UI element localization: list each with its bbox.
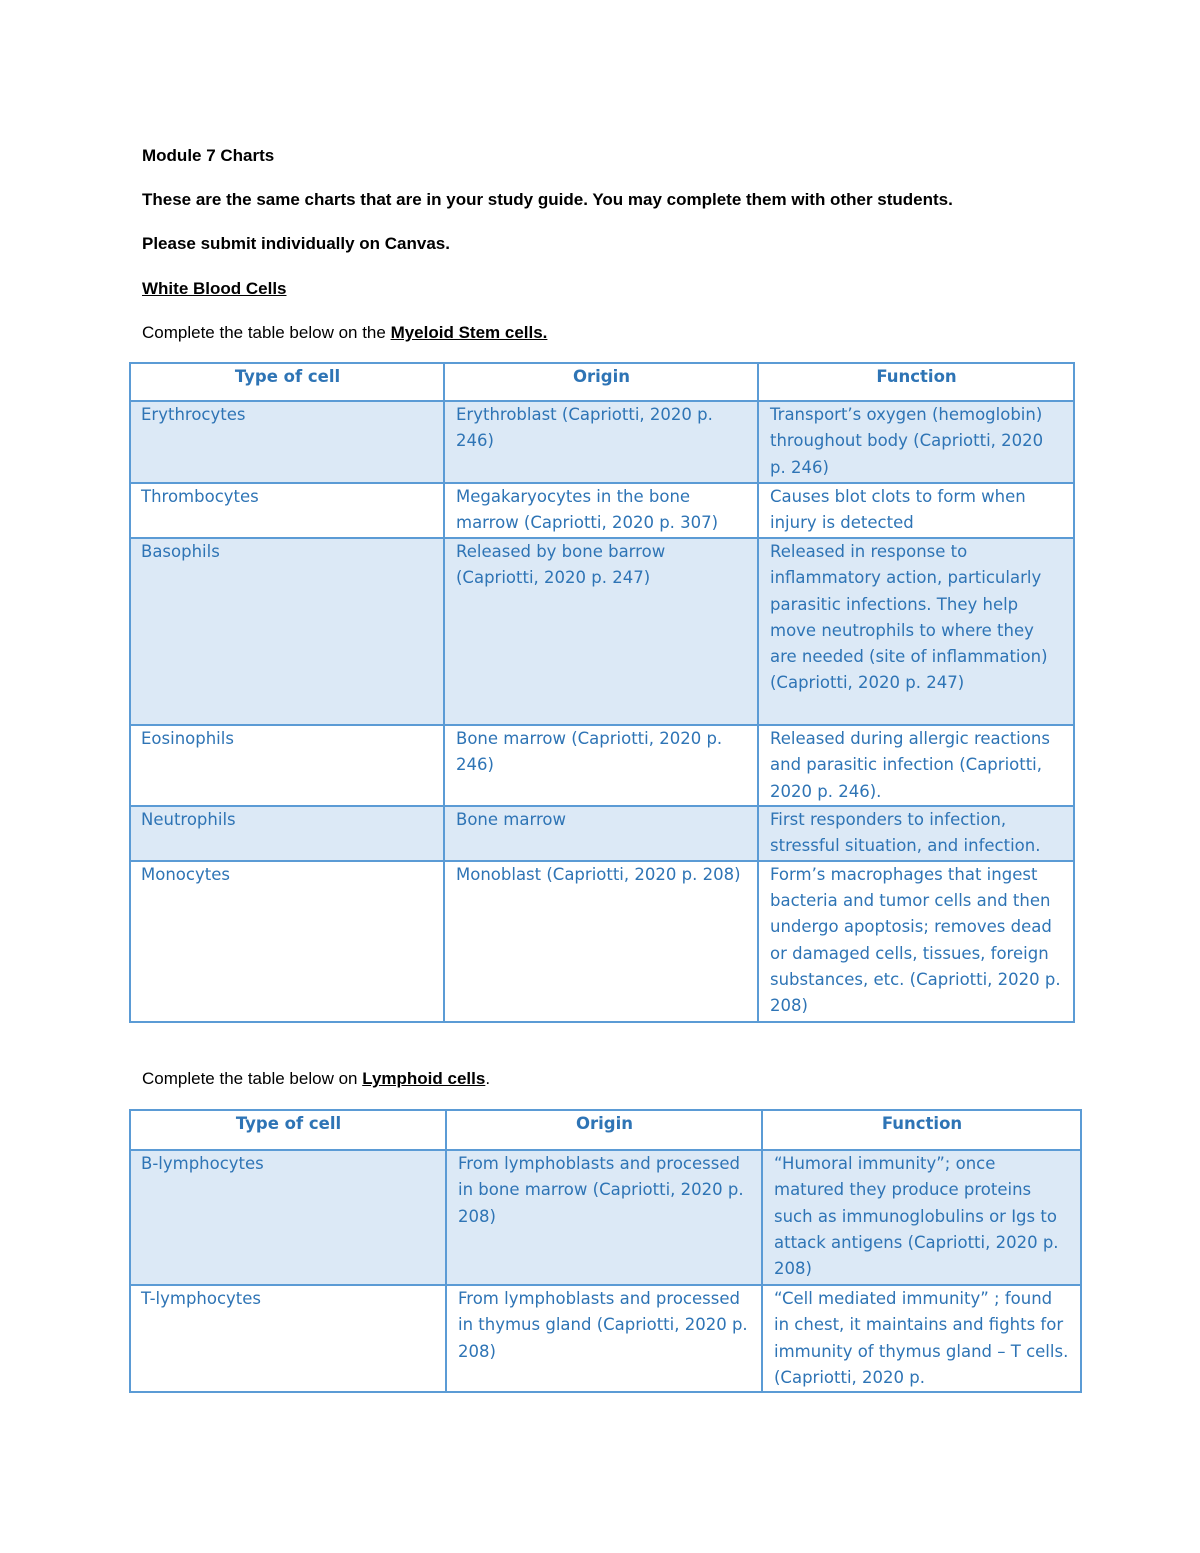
- cell-function: Causes blot clots to form when injury is detected: [758, 483, 1074, 538]
- cell-origin: Bone marrow: [444, 806, 758, 861]
- lymphoid-instruction-emphasis: Lymphoid cells: [362, 1069, 486, 1088]
- cell-function: Released during allergic reactions and parasitic infection (Capriotti, 2020 p. 246).: [758, 725, 1074, 806]
- table-row: [130, 538, 1074, 725]
- cell-type: Thrombocytes: [130, 483, 444, 538]
- lymphoid-instruction: [142, 1068, 490, 1090]
- column-header-origin: Origin: [446, 1110, 762, 1150]
- column-header-origin: Origin: [444, 363, 758, 401]
- table-header-row: [130, 363, 1074, 401]
- cell-type: Monocytes: [130, 861, 444, 1022]
- cell-type: Neutrophils: [130, 806, 444, 861]
- column-header-type: Type of cell: [130, 363, 444, 401]
- table-row: [130, 861, 1074, 1022]
- myeloid-table: [129, 362, 1075, 1023]
- cell-function: Transport’s oxygen (hemoglobin) throughout body (Capriotti, 2020 p. 246): [758, 401, 1074, 483]
- cell-function: Form’s macrophages that ingest bacteria and tumor cells and then undergo apoptosis; removes dead or damaged cells, tissues, foreign substances, etc. (Capriotti, 2020 p. 208): [758, 861, 1074, 1022]
- table-row: [130, 1285, 1081, 1392]
- cell-origin: Erythroblast (Capriotti, 2020 p. 246): [444, 401, 758, 483]
- table-row: [130, 401, 1074, 483]
- cell-origin: Monoblast (Capriotti, 2020 p. 208): [444, 861, 758, 1022]
- cell-type: Erythrocytes: [130, 401, 444, 483]
- cell-function: “Humoral immunity”; once matured they produce proteins such as immunoglobulins or Igs to attack antigens (Capriotti, 2020 p. 208): [762, 1150, 1081, 1285]
- myeloid-instruction: [142, 322, 547, 344]
- myeloid-instruction-emphasis: Myeloid Stem cells.: [390, 323, 548, 342]
- cell-origin: Bone marrow (Capriotti, 2020 p. 246): [444, 725, 758, 806]
- lymphoid-instruction-prefix: Complete the table below on: [142, 1069, 363, 1088]
- document-title: Module 7 Charts: [142, 146, 275, 165]
- intro-text: These are the same charts that are in your study guide. You may complete them with other students.: [142, 190, 953, 209]
- column-header-function: Function: [758, 363, 1074, 401]
- cell-origin: Megakaryocytes in the bone marrow (Capriotti, 2020 p. 307): [444, 483, 758, 538]
- cell-origin: From lymphoblasts and processed in thymus gland (Capriotti, 2020 p. 208): [446, 1285, 762, 1392]
- submit-note: Please submit individually on Canvas.: [142, 234, 450, 253]
- cell-type: B-lymphocytes: [130, 1150, 446, 1285]
- table-row: [130, 725, 1074, 806]
- section-heading: White Blood Cells: [142, 279, 287, 298]
- cell-function: Released in response to inflammatory action, particularly parasitic infections. They help move neutrophils to where they are needed (site of inflammation) (Capriotti, 2020 p. 247): [758, 538, 1074, 725]
- cell-type: T-lymphocytes: [130, 1285, 446, 1392]
- column-header-type: Type of cell: [130, 1110, 446, 1150]
- cell-origin: Released by bone barrow (Capriotti, 2020 p. 247): [444, 538, 758, 725]
- lymphoid-table: [129, 1109, 1082, 1393]
- lymphoid-instruction-suffix: .: [485, 1069, 491, 1088]
- table-row: [130, 483, 1074, 538]
- cell-origin: From lymphoblasts and processed in bone marrow (Capriotti, 2020 p. 208): [446, 1150, 762, 1285]
- table-row: [130, 1150, 1081, 1285]
- table-row: [130, 806, 1074, 861]
- cell-function: “Cell mediated immunity” ; found in chest, it maintains and fights for immunity of thymus gland – T cells. (Capriotti, 2020 p.: [762, 1285, 1081, 1392]
- myeloid-instruction-prefix: Complete the table below on the: [142, 323, 391, 342]
- table-header-row: [130, 1110, 1081, 1150]
- cell-type: Eosinophils: [130, 725, 444, 806]
- cell-type: Basophils: [130, 538, 444, 725]
- cell-function: First responders to infection, stressful situation, and infection.: [758, 806, 1074, 861]
- column-header-function: Function: [762, 1110, 1081, 1150]
